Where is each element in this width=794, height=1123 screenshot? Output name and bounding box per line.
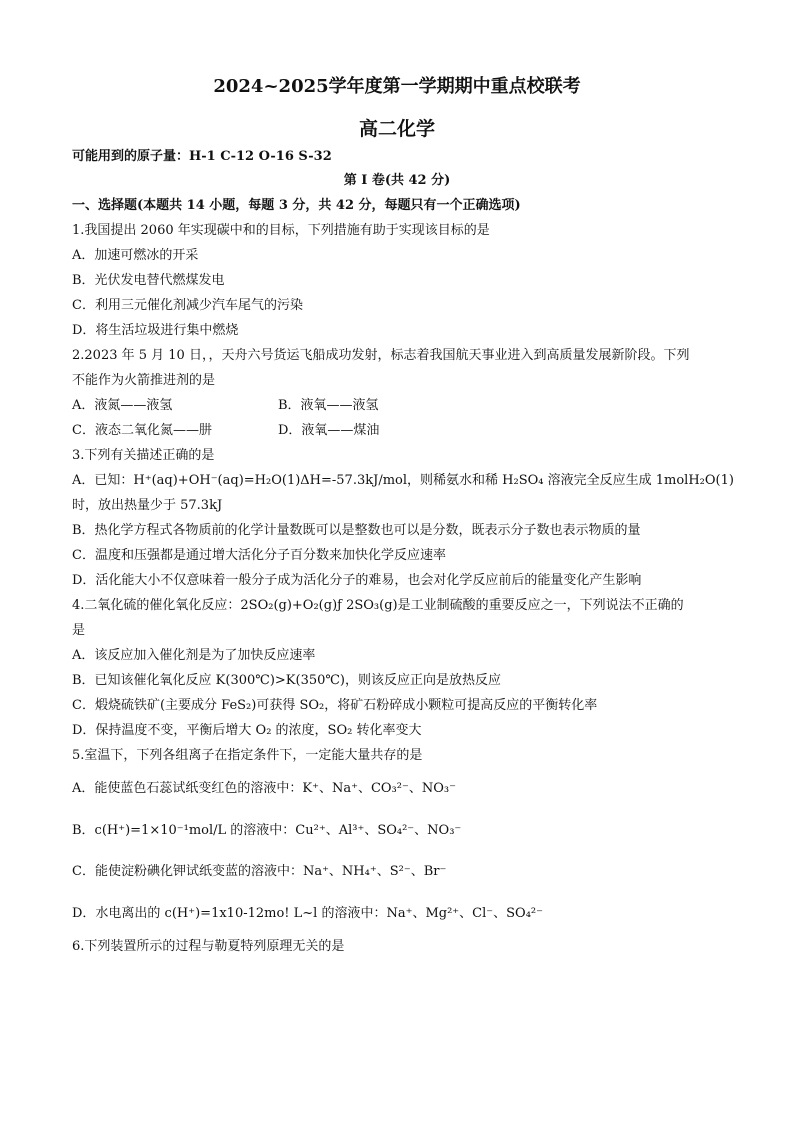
q2-option-d: D．液氧——煤油 [278,423,380,438]
q6-stem: 6.下列装置所示的过程与勒夏特列原理无关的是 [72,939,345,954]
q5-option-a: A．能使蓝色石蕊试纸变红色的溶液中：K⁺、Na⁺、CO₃²⁻、NO₃⁻ [72,781,456,796]
q2-option-c: C．液态二氧化氮——肼 [72,423,212,438]
q1-option-a: A．加速可燃冰的开采 [72,248,199,263]
q4-option-a: A．该反应加入催化剂是为了加快反应速率 [72,648,316,663]
q1-option-c: C．利用三元催化剂减少汽车尾气的污染 [72,298,303,313]
q5-option-b: B．c(H⁺)=1×10⁻¹mol/L 的溶液中：Cu²⁺、Al³⁺、SO₄²⁻、NO₃⁻ [72,823,462,838]
exam-subject: 高二化学 [358,118,435,140]
q4-stem-line2: 是 [72,623,86,638]
volume-heading: 第 I 卷(共 42 分) [343,173,451,188]
q1-option-b: B．光伏发电替代燃煤发电 [72,273,225,288]
q3-option-a-line1: A．已知：H⁺(aq)+OH⁻(aq)=H₂O(1)ΔH=-57.3kJ/mol，则稀氨水和稀 H₂SO₄ 溶液完全反应生成 1molH₂O(1) [72,473,734,488]
q2-options-row1 [72,397,722,415]
exam-title: 2024~2025学年度第一学期期中重点校联考 [213,76,581,97]
q3-option-d: D．活化能大小不仅意味着一般分子成为活化分子的难易，也会对化学反应前后的能量变化产生影响 [72,573,642,588]
q3-option-c: C．温度和压强都是通过增大活化分子百分数来加快化学反应速率 [72,548,446,563]
q4-option-c: C．煅烧硫铁矿(主要成分 FeS₂)可获得 SO₂，将矿石粉碎成小颗粒可提高反应的平衡转化率 [72,698,598,713]
q2-stem-line1: 2.2023 年 5 月 10 日，，天舟六号货运飞船成功发射，标志着我国航天事业进入到高质量发展新阶段。下列 [72,348,690,363]
q2-option-a: A．液氮——液氢 [72,398,173,413]
q3-option-b: B．热化学方程式各物质前的化学计量数既可以是整数也可以是分数，既表示分子数也表示物质的量 [72,523,641,538]
q4-stem-line1: 4.二氧化硫的催化氧化反应：2SO₂(g)+O₂(g)ƒ 2SO₃(g)是工业制硫酸的重要反应之一，下列说法不正确的 [72,598,684,613]
q2-stem-line2: 不能作为火箭推进剂的是 [72,373,216,388]
q3-stem: 3.下列有关描述正确的是 [72,448,215,463]
q4-option-b: B．已知该催化氧化反应 K(300℃)>K(350℃)，则该反应正向是放热反应 [72,673,502,688]
q4-option-d: D．保持温度不变，平衡后增大 O₂ 的浓度，SO₂ 转化率变大 [72,723,422,738]
section-heading: 一、选择题(本题共 14 小题，每题 3 分，共 42 分，每题只有一个正确选项) [72,198,521,213]
q3-option-a-line2: 时，放出热量少于 57.3kJ [72,498,223,513]
q1-option-d: D．将生活垃圾进行集中燃烧 [72,323,239,338]
q5-option-d: D．水电离出的 c(H⁺)=1x10-12mo! L~l 的溶液中：Na⁺、Mg²⁺、Cl⁻、SO₄²⁻ [72,906,543,921]
q1-stem: 1.我国提出 2060 年实现碳中和的目标，下列措施有助于实现该目标的是 [72,223,490,238]
q2-option-b: B．液氧——液氢 [278,398,379,413]
q2-options-row2 [72,422,722,440]
q5-stem: 5.室温下，下列各组离子在指定条件下，一定能大量共存的是 [72,748,423,763]
atomic-masses: 可能用到的原子量：H-1 C-12 O-16 S-32 [72,149,332,164]
q5-option-c: C．能使淀粉碘化钾试纸变蓝的溶液中：Na⁺、NH₄⁺、S²⁻、Br⁻ [72,864,447,879]
